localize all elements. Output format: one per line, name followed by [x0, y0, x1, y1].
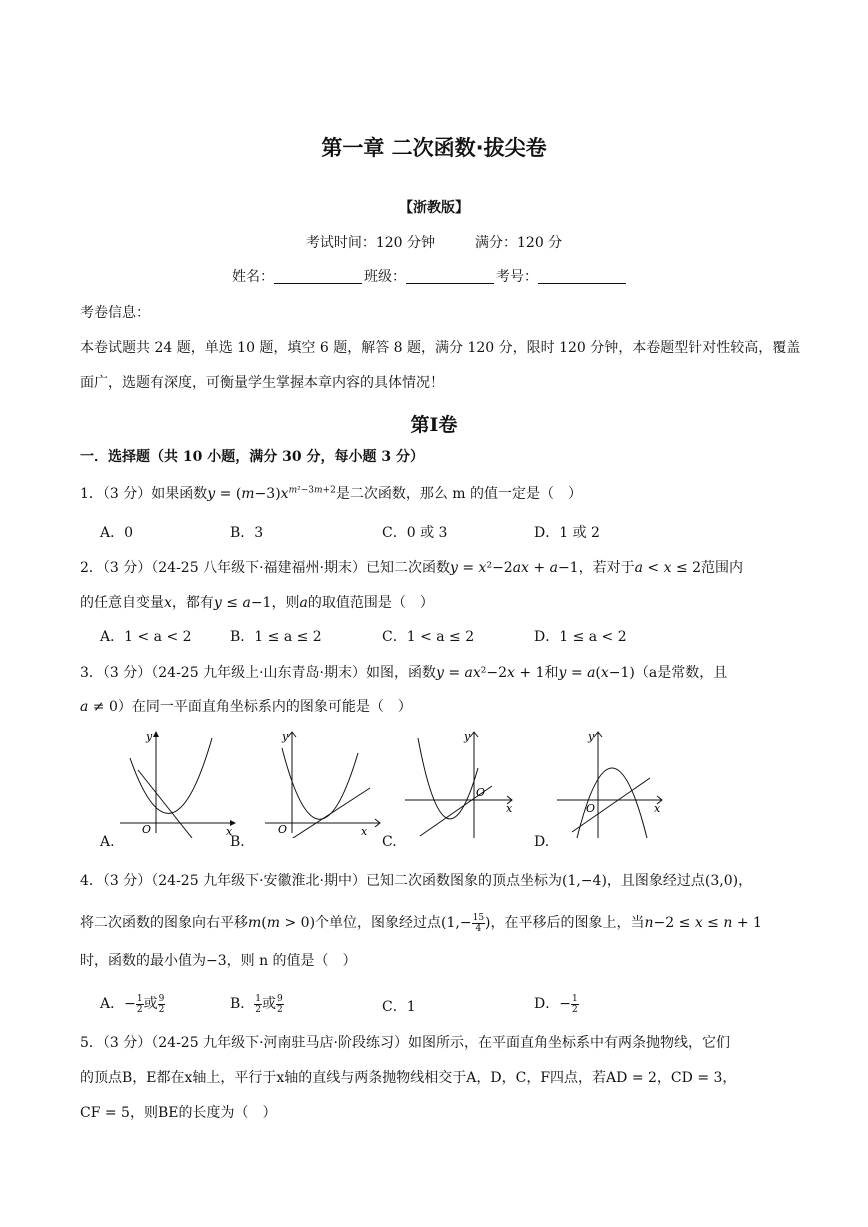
q2-tail: 范围内: [701, 560, 744, 576]
edition-label: 【浙教版】: [399, 200, 469, 216]
q2-option-a[interactable]: A．1 < a < 2: [100, 629, 192, 645]
q2-option-b[interactable]: B．1 ≤ a ≤ 2: [230, 629, 322, 645]
section-heading: 一．选择题（共 10 小题，满分 30 分，每小题 3 分）: [80, 449, 424, 465]
q3-graph-c: [400, 728, 530, 838]
q2-line2-d: 的取值范围是（ ）: [307, 595, 434, 611]
q3-option-a[interactable]: A.: [100, 834, 115, 850]
question-5-line-3: CF = 5，则BE的长度为（ ）: [80, 1105, 277, 1121]
volume-title: 第Ⅰ卷: [410, 414, 458, 436]
svg-text:y: y: [464, 730, 471, 743]
q3-mid: 和: [544, 665, 559, 681]
q1-option-d[interactable]: D．1 或 2: [534, 525, 600, 541]
page-title: 第一章 二次函数·拔尖卷: [321, 136, 547, 160]
exam-info-line: [0, 232, 868, 252]
question-4-line-1: 4．（3 分）（24-25 九年级下·安徽淮北·期中）已知二次函数图象的顶点坐标为(1,−4)，且图象经过点(3,0)，: [80, 873, 753, 889]
svg-text:x: x: [506, 802, 513, 815]
question-3-line-1: 3．（3 分）（24-25 九年级上·山东青岛·期末）如图，函数y = ax²−2x + 1和y = a(x−1)（a是常数，且: [80, 665, 728, 681]
q4-line2-b: 个单位，图象经过点: [315, 915, 442, 931]
q4-option-a[interactable]: A．− $\frac{1}{2}$ 或 $\frac{9}{2}$: [100, 993, 165, 1015]
q4-mid: ，且图象经过点: [606, 873, 705, 889]
q3-option-b[interactable]: B.: [230, 834, 245, 850]
q2-option-d[interactable]: D．1 ≤ a < 2: [534, 629, 627, 645]
question-5-line-2: 的顶点B，E都在x轴上，平行于x轴的直线与两条抛物线相交于A，D，C，F四点，若AD = 2，CD = 3，: [80, 1070, 737, 1086]
q4-option-c[interactable]: C．1: [382, 999, 416, 1015]
svg-text:y: y: [282, 730, 289, 743]
q1-prefix: 1．（3 分）如果函数: [80, 486, 208, 502]
svg-text:O: O: [142, 823, 152, 836]
number-blank[interactable]: [538, 269, 626, 284]
q4-line2-c: ，在平移后的图象上，当: [490, 915, 645, 931]
question-4-line-3: 时，函数的最小值为−3，则 n 的值是（ ）: [80, 953, 357, 969]
q1-option-a[interactable]: A．0: [100, 525, 134, 541]
q2-line2-c: ，则: [271, 595, 300, 611]
svg-text:x: x: [361, 825, 368, 838]
svg-text:O: O: [586, 802, 596, 815]
question-2-line-2: 的任意自变量x，都有y ≤ a−1，则a的取值范围是（ ）: [80, 595, 434, 611]
number-label: 考号：: [496, 269, 538, 285]
svg-text:O: O: [278, 823, 288, 836]
question-1: 1．（3 分）如果函数$y = (m-3)x^{m^2-3m+2}$是二次函数，那么 m 的值一定是（ ）: [80, 485, 583, 502]
svg-text:x: x: [226, 825, 233, 838]
q3-graph-a: [110, 728, 240, 838]
q1-option-c[interactable]: C．0 或 3: [382, 525, 448, 541]
q3-option-c[interactable]: C.: [382, 834, 397, 850]
info-line-1: 本卷试题共 24 题，单选 10 题，填空 6 题，解答 8 题，满分 120 分，限时 120 分钟，本卷题型针对性较高，覆盖: [80, 340, 801, 356]
question-4-line-2: 将二次函数的图象向右平移m(m > 0)个单位，图象经过点(1,− $\frac{15}{4}$ )，在平移后的图象上，当n−2 ≤ x ≤ n + 1: [80, 912, 762, 934]
svg-text:O: O: [476, 786, 486, 799]
svg-text:y: y: [588, 730, 595, 743]
q3-tail: （a是常数，且: [634, 665, 728, 681]
class-blank[interactable]: [406, 269, 494, 284]
info-line-2: 面广，选题有深度，可衡量学生掌握本章内容的具体情况！: [80, 375, 444, 391]
student-fields: [232, 266, 628, 286]
q4-option-b[interactable]: B． $\frac{1}{2}$ 或 $\frac{9}{2}$: [230, 993, 283, 1015]
name-blank[interactable]: [274, 269, 362, 284]
q4-option-d-label: D．: [534, 996, 560, 1012]
q3-graph-d: [552, 728, 682, 838]
q2-line2-b: ，都有: [171, 595, 214, 611]
q2-mid: ，若对于: [578, 560, 635, 576]
q2-option-c[interactable]: C．1 < a ≤ 2: [382, 629, 475, 645]
q4-option-b-label: B．: [230, 996, 255, 1012]
q4-line2-a: 将二次函数的图象向右平移: [80, 915, 248, 931]
q4-option-a-label: A．: [100, 996, 125, 1012]
question-3-line-2: a ≠ 0）在同一平面直角坐标系内的图象可能是（ ）: [80, 699, 412, 715]
q4-prefix: 4．（3 分）（24-25 九年级下·安徽淮北·期中）已知二次函数图象的顶点坐标为: [80, 873, 562, 889]
q3-prefix: 3．（3 分）（24-25 九年级上·山东青岛·期末）如图，函数: [80, 665, 436, 681]
q3-line2: ）在同一平面直角坐标系内的图象可能是（ ）: [117, 699, 412, 715]
full-score: 满分：120 分: [475, 235, 563, 251]
question-5-line-1: 5．（3 分）（24-25 九年级下·河南驻马店·阶段练习）如图所示，在平面直角坐标系中有两条抛物线，它们: [80, 1035, 730, 1051]
svg-text:y: y: [146, 730, 153, 743]
svg-text:x: x: [654, 802, 661, 815]
exam-time: 考试时间：120 分钟: [305, 235, 435, 251]
q1-option-b[interactable]: B．3: [230, 525, 264, 541]
class-label: 班级：: [364, 269, 406, 285]
q2-line2-a: 的任意自变量: [80, 595, 164, 611]
q3-option-d[interactable]: D.: [534, 834, 550, 850]
name-label: 姓名：: [232, 269, 274, 285]
q4-option-d[interactable]: D．− $\frac{1}{2}$: [534, 993, 578, 1015]
q3-graph-b: [260, 728, 390, 838]
question-2-line-1: 2．（3 分）（24-25 八年级下·福建福州·期末）已知二次函数y = x²−2ax + a−1，若对于a < x ≤ 2范围内: [80, 560, 744, 576]
q2-prefix: 2．（3 分）（24-25 八年级下·福建福州·期末）已知二次函数: [80, 560, 450, 576]
q1-suffix: 是二次函数，那么 m 的值一定是（ ）: [335, 486, 583, 502]
info-heading: 考卷信息：: [80, 305, 150, 321]
